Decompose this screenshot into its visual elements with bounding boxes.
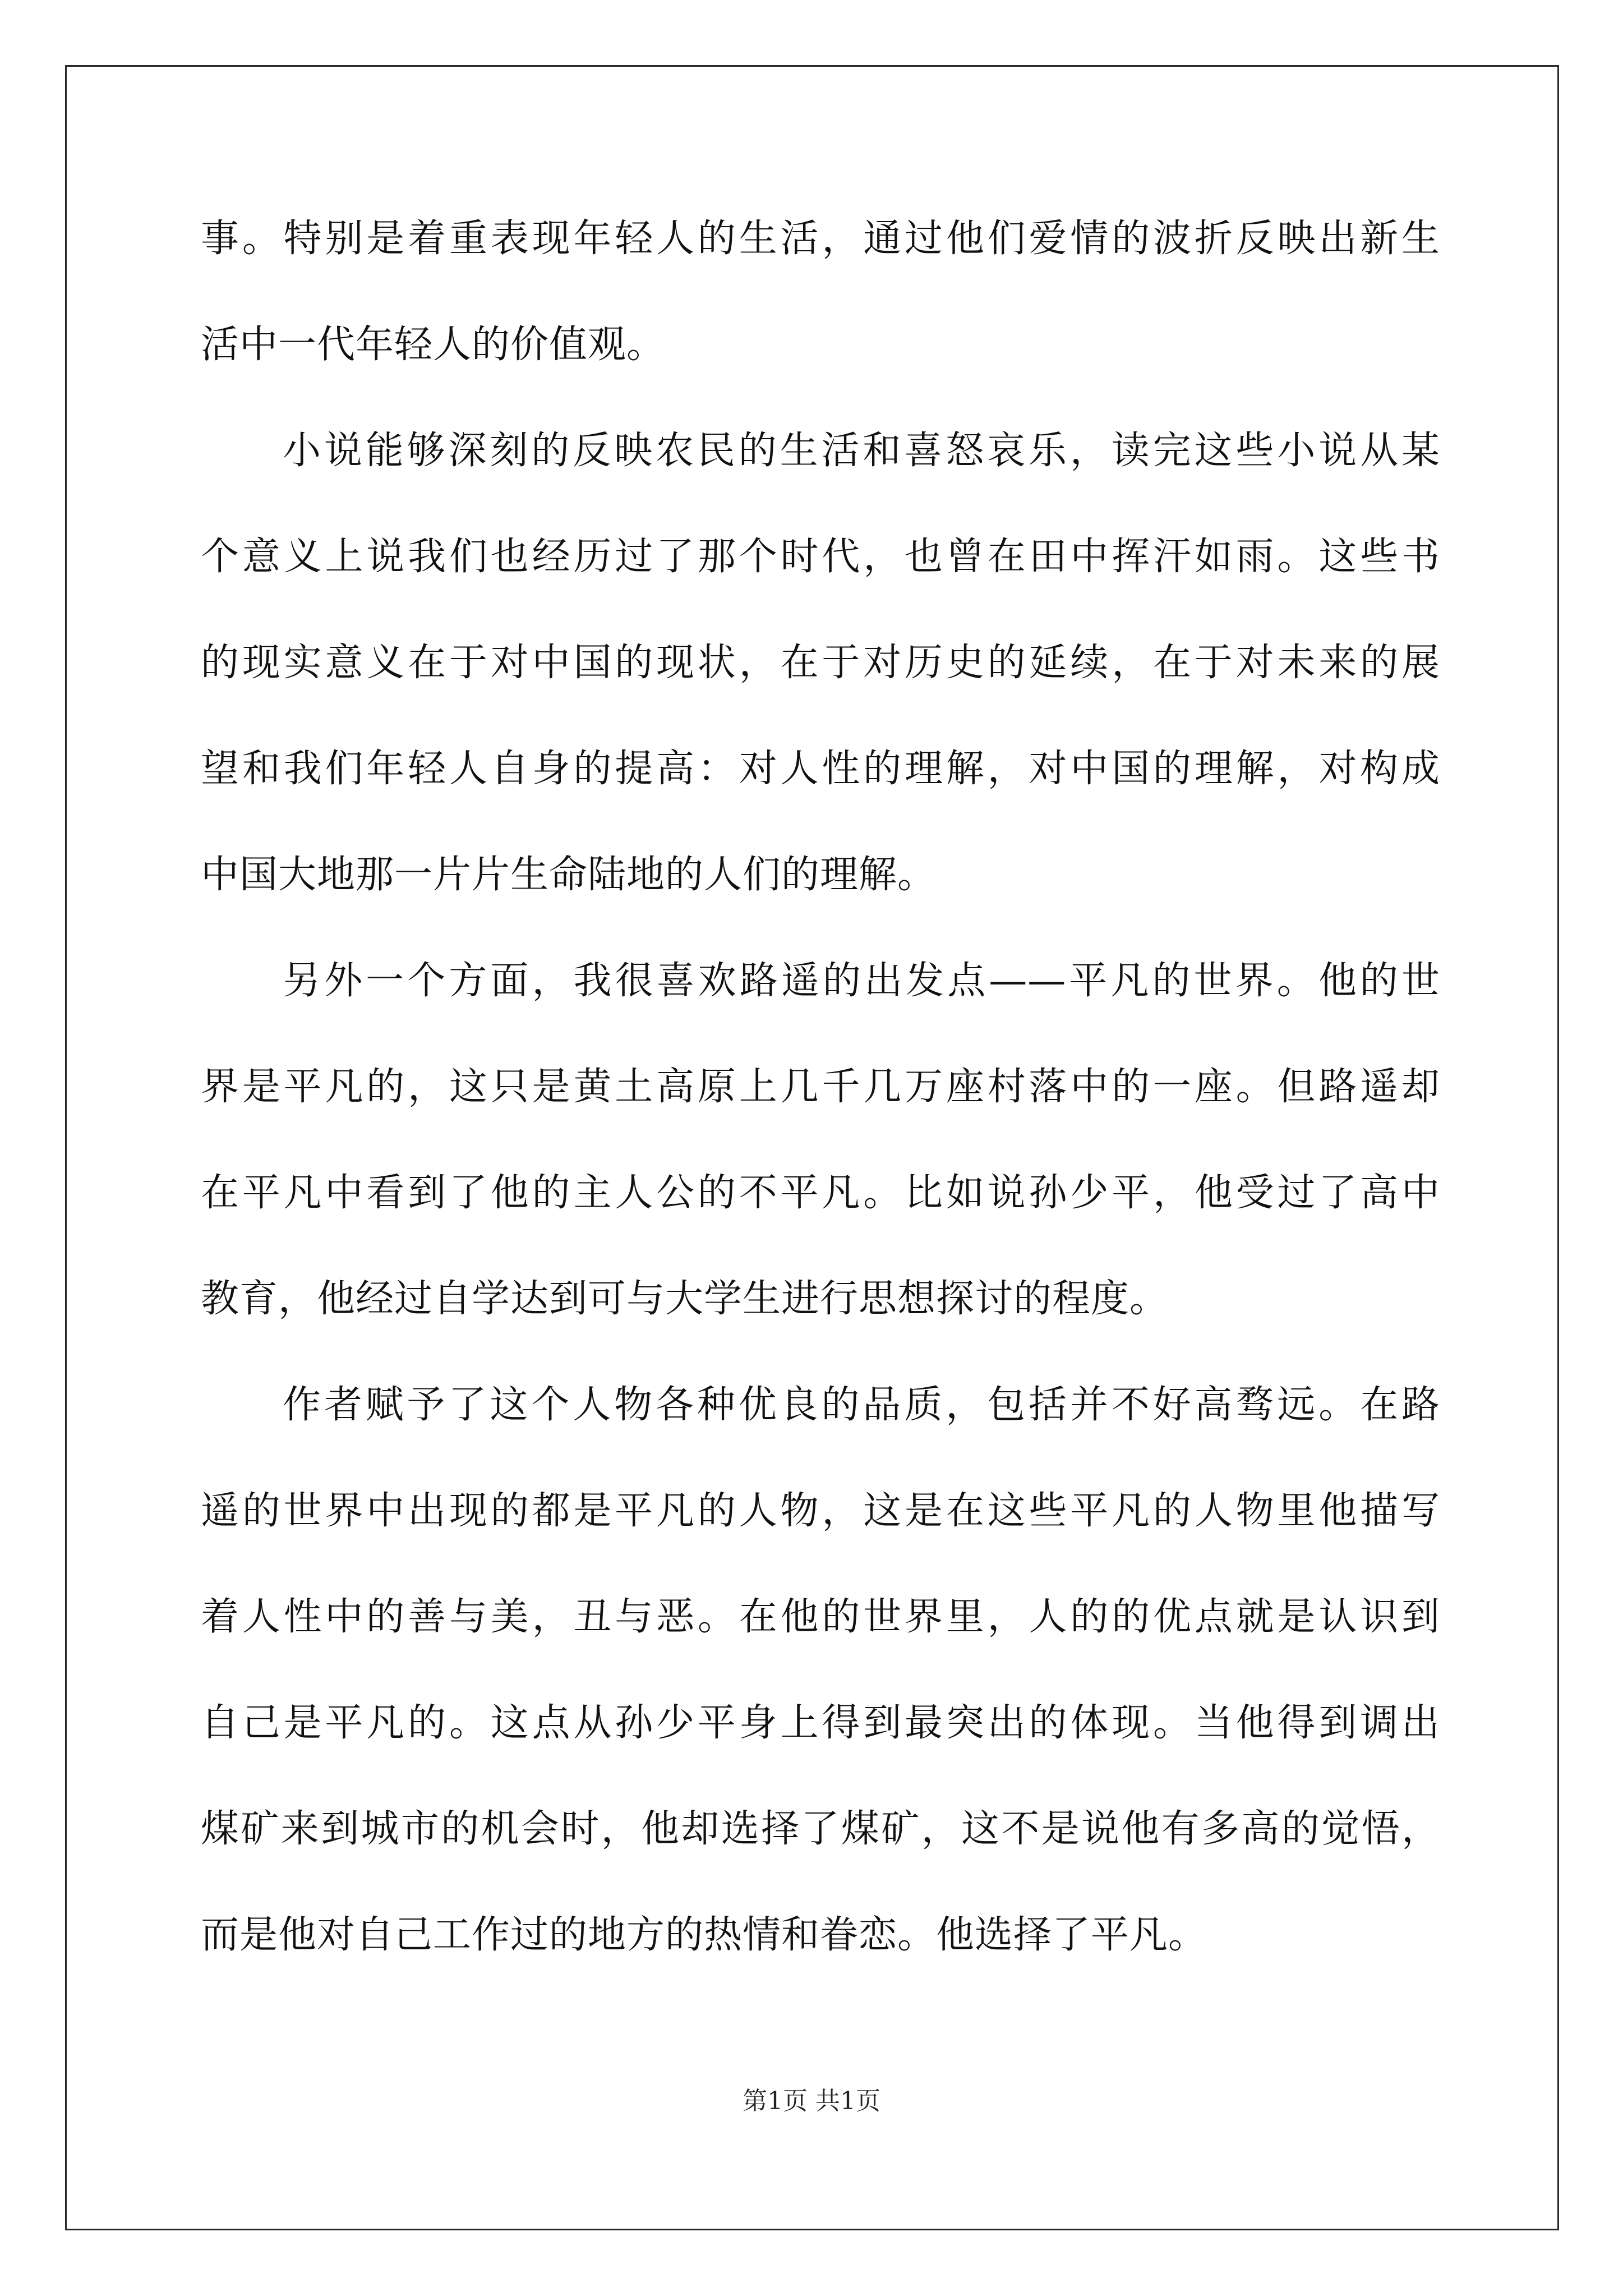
text-line: 活中一代年轻人的价值观。 — [201, 323, 666, 367]
text-line: 事。特别是着重表现年轻人的生活，通过他们爱情的波折反映出新生 — [201, 217, 1440, 261]
text-line: 在平凡中看到了他的主人公的不平凡。比如说孙少平，他受过了高中 — [201, 1171, 1440, 1215]
text-line: 而是他对自己工作过的地方的热情和眷恋。他选择了平凡。 — [201, 1913, 1207, 1957]
text-line: 自己是平凡的。这点从孙少平身上得到最突出的体现。当他得到调出 — [201, 1701, 1440, 1745]
text-line: 界是平凡的，这只是黄土高原上几千几万座村落中的一座。但路遥却 — [201, 1065, 1440, 1109]
text-line: 煤矿来到城市的机会时，他却选择了煤矿，这不是说他有多高的觉悟， — [201, 1807, 1440, 1851]
page-number-footer: 第1页 共1页 — [743, 2087, 880, 2115]
paragraph-first-line: 另外一个方面，我很喜欢路遥的出发点——平凡的世界。他的世 — [283, 959, 1440, 1003]
text-line: 教育，他经过自学达到可与大学生进行思想探讨的程度。 — [201, 1277, 1169, 1321]
paragraph-first-line: 作者赋予了这个人物各种优良的品质，包括并不好高骛远。在路 — [283, 1383, 1440, 1427]
text-line: 着人性中的善与美，丑与恶。在他的世界里，人的的优点就是认识到 — [201, 1595, 1440, 1639]
text-line: 个意义上说我们也经历过了那个时代，也曾在田中挥汗如雨。这些书 — [201, 535, 1440, 579]
text-line: 中国大地那一片片生命陆地的人们的理解。 — [201, 853, 937, 897]
text-line: 的现实意义在于对中国的现状，在于对历史的延续，在于对未来的展 — [201, 641, 1440, 685]
text-line: 遥的世界中出现的都是平凡的人物，这是在这些平凡的人物里他描写 — [201, 1489, 1440, 1533]
text-line: 望和我们年轻人自身的提高：对人性的理解，对中国的理解，对构成 — [201, 747, 1440, 791]
document-body — [201, 217, 1440, 2022]
paragraph-first-line: 小说能够深刻的反映农民的生活和喜怒哀乐，读完这些小说从某 — [283, 429, 1440, 473]
